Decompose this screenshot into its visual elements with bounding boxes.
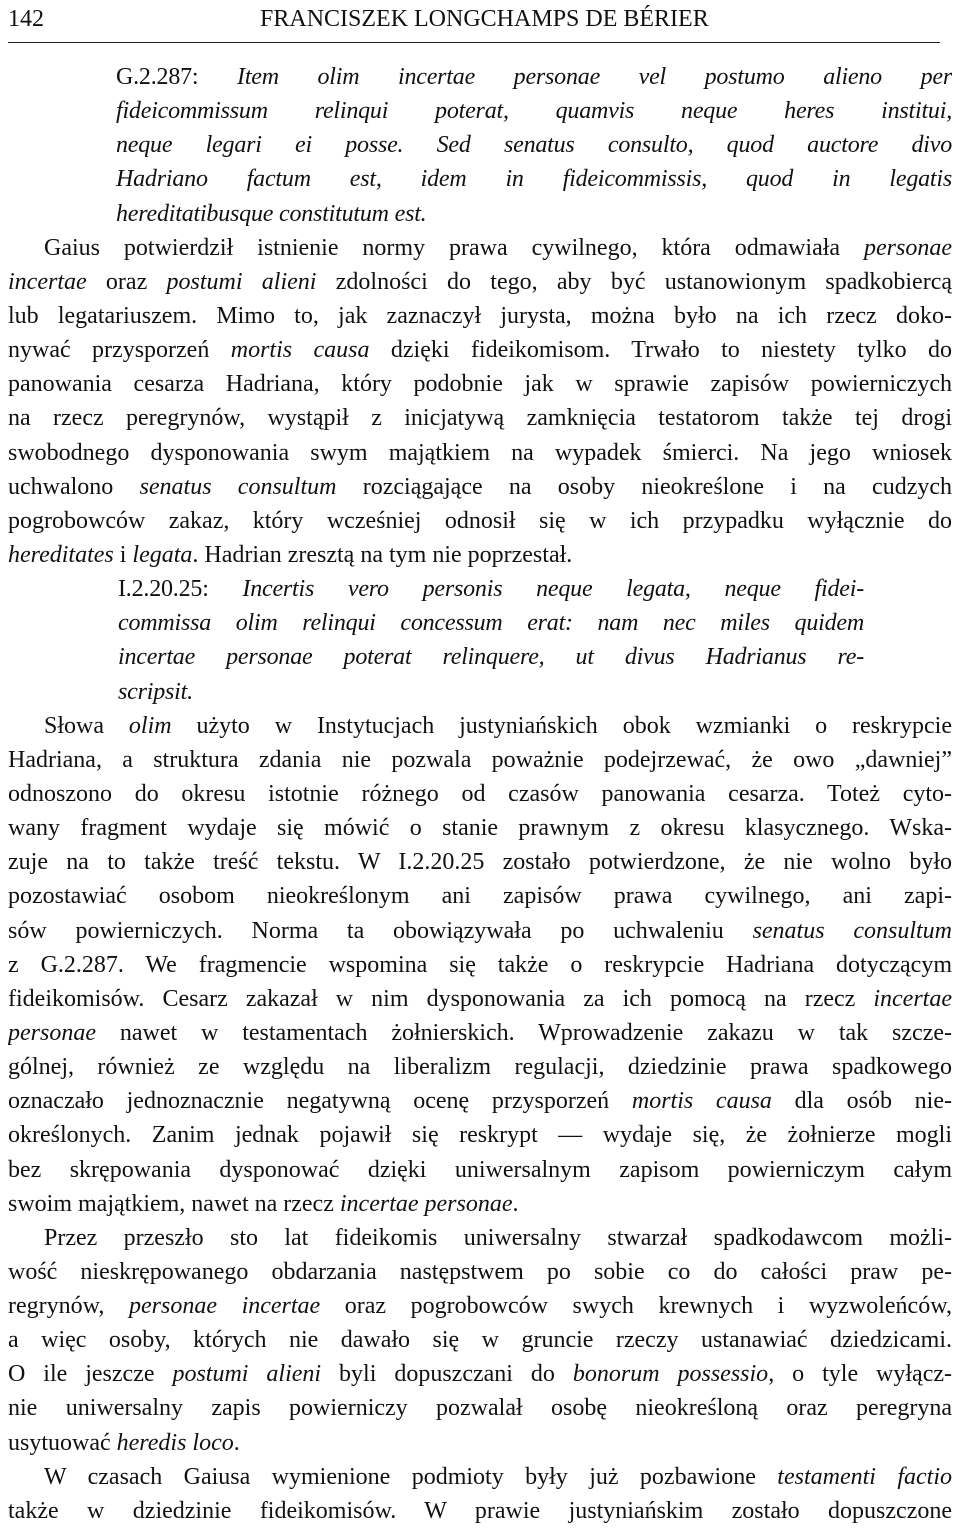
text-run: odnoszono do okresu istotnie różnego od czasów panowania cesarza. Toteż cyto- (8, 780, 952, 807)
text-run: incertae personae (339, 1190, 513, 1217)
text-run: określonych. Zanim jednak pojawił się reskrypt — wydaje się, że żołnierze mogli (8, 1122, 952, 1149)
text-run: I.2.20.25: (118, 576, 243, 603)
text-run: G.2.287: (116, 64, 238, 90)
text-line (8, 367, 952, 401)
text-line (8, 1323, 952, 1357)
text-line (8, 1153, 952, 1187)
running-head: FRANCISZEK LONGCHAMPS DE BÉRIER (260, 6, 709, 32)
text-run: pozostawiać osobom nieokreślonym ani zapisów prawa cywilnego, ani zapi- (8, 883, 952, 910)
text-line (8, 128, 952, 162)
text-line (8, 1084, 952, 1118)
text-run: Hadriana, a struktura zdania nie pozwala poważnie podejrzewać, że owo „dawniej” (8, 746, 952, 773)
text-run: bez skrępowania dysponować dzięki uniwersalnym zapisom powierniczym całym (8, 1156, 952, 1183)
text-run: senatus consultum (139, 473, 337, 500)
quote-institutiones (8, 572, 952, 709)
text-line (8, 1016, 952, 1050)
text-line (8, 743, 952, 777)
paragraph (8, 1221, 952, 1460)
text-run: uchwalono (8, 473, 140, 500)
text-line (8, 1391, 952, 1425)
text-line (8, 1255, 952, 1289)
text-run: , o tyle wyłącz- (768, 1361, 952, 1388)
text-line (8, 1426, 952, 1460)
text-run: sów powierniczych. Norma ta obowiązywała po uchwaleniu (8, 917, 753, 944)
text-run: neque legari ei posse. Sed senatus consulto, quod auctore divo (116, 132, 952, 159)
page-number: 142 (8, 6, 44, 32)
text-run: Słowa (44, 712, 129, 739)
text-run: Gaius potwierdził istnienie normy prawa cywilnego, która odmawiała (44, 234, 865, 261)
text-run: byli dopuszczani do (321, 1361, 573, 1388)
text-line (8, 1221, 952, 1255)
text-run: dzięki fideikomisom. Trwało to niestety tylko do (369, 337, 952, 364)
text-line (8, 675, 952, 709)
text-run: scripsit. (118, 678, 193, 705)
text-line (8, 709, 952, 743)
text-run: nawet w testamentach żołnierskich. Wprowadzenie zakazu w tak szcze- (95, 1019, 952, 1046)
text-run: użyto w Instytucjach justyniańskich obok wzmianki o reskrypcie (171, 712, 952, 739)
text-run: Hadriano factum est, idem in fideicommissis, quod in legatis (116, 166, 952, 193)
text-run: . (233, 1429, 240, 1456)
text-run: incertae (8, 268, 87, 295)
text-run: swobodnego dysponowania swym majątkiem na wypadek śmierci. Na jego wniosek (8, 439, 952, 466)
text-run: olim (128, 712, 172, 739)
text-run: commissa olim relinqui concessum erat: nam nec miles quidem (118, 610, 864, 637)
paragraph (8, 1460, 952, 1528)
text-run: heredis loco (116, 1429, 234, 1456)
text-run: na rzecz peregrynów, wystąpił z inicjatywą zamknięcia testatorom także tej drogi (8, 405, 952, 432)
text-line (8, 1289, 952, 1323)
text-line (8, 504, 952, 538)
text-line (8, 811, 952, 845)
text-run: fideikomisów. Cesarz zakazał w nim dysponowania za ich pomocą na rzecz (8, 985, 874, 1012)
text-run: legata (132, 541, 193, 568)
text-run: . (512, 1190, 519, 1217)
text-run: oznaczało jednoznacznie negatywną ocenę przysporzeń (8, 1088, 632, 1115)
text-line (8, 60, 952, 94)
text-run: bonorum possessio (572, 1361, 769, 1388)
text-line (8, 299, 952, 333)
text-run: lub legatariuszem. Mimo to, jak zaznaczył jurysta, można było na ich rzecz doko- (8, 302, 952, 329)
text-run: mortis causa (631, 1088, 772, 1115)
text-run: Przez przeszło sto lat fideikomis uniwersalny stwarzał spadkodawcom możli- (44, 1224, 952, 1251)
text-run: incertae personae poterat relinquere, ut divus Hadrianus re- (118, 644, 864, 671)
text-line (8, 1494, 952, 1528)
text-run: Incertis vero personis neque legata, neque fidei- (242, 576, 864, 603)
text-run: testamenti factio (777, 1463, 952, 1490)
text-run: panowania cesarza Hadriana, który podobnie jak w sprawie zapisów powierniczych (8, 371, 952, 398)
text-line (8, 606, 952, 640)
text-run: z G.2.287. We fragmencie wspomina się także o reskrypcie Hadriana dotyczącym (8, 951, 952, 978)
paragraph (8, 709, 952, 1221)
text-run: postumi alieni (172, 1361, 322, 1388)
text-line (8, 1187, 952, 1221)
text-run: swoim majątkiem, nawet na rzecz (8, 1190, 340, 1217)
page-header (8, 4, 940, 43)
text-run: zuje na to także treść tekstu. W I.2.20.25 zostało potwierdzone, że nie wolno było (8, 849, 952, 876)
text-run: . Hadrian zresztą na tym nie poprzestał. (192, 541, 573, 568)
text-line (8, 538, 952, 572)
text-line (8, 94, 952, 128)
text-line (8, 1050, 952, 1084)
text-run: oraz (86, 268, 167, 295)
text-line (8, 1357, 952, 1391)
text-run: personae incertae (129, 1293, 321, 1320)
text-run: i (113, 541, 133, 568)
text-line (8, 333, 952, 367)
text-run: nie uniwersalny zapis powierniczy pozwalał osobę nieokreśloną oraz peregryna (8, 1395, 952, 1422)
text-line (8, 640, 952, 674)
text-line (8, 845, 952, 879)
text-line (8, 1460, 952, 1494)
text-run: rozciągające na osoby nieokreślone i na cudzych (336, 473, 952, 500)
text-run: wany fragment wydaje się mówić o stanie prawnym z okresu klasycznego. Wska- (8, 815, 952, 842)
text-line (8, 231, 952, 265)
text-run: incertae (873, 985, 952, 1012)
text-run: fideicommissum relinqui poterat, quamvis neque heres institui, (116, 98, 952, 125)
text-run: hereditatibusque constitutum est. (116, 200, 427, 227)
text-run: gólnej, również ze względu na liberalizm regulacji, dziedzinie prawa spadkowego (8, 1054, 952, 1081)
paragraph (8, 231, 952, 572)
text-run: oraz pogrobowców swych krewnych i wyzwoleńców, (320, 1293, 952, 1320)
text-line (8, 162, 952, 196)
text-run: senatus consultum (752, 917, 952, 944)
text-line (8, 1118, 952, 1152)
text-run: wość nieskrępowanego obdarzania następstwem po sobie co do całości praw pe- (8, 1258, 952, 1285)
text-line (8, 197, 952, 231)
text-line (8, 436, 952, 470)
text-line (8, 982, 952, 1016)
text-line (8, 265, 952, 299)
text-run: hereditates (8, 541, 114, 568)
quote-gaius (8, 60, 952, 231)
text-run: personae (8, 1019, 96, 1046)
text-run: nywać przysporzeń (8, 337, 231, 364)
text-run: mortis causa (230, 337, 370, 364)
body-text (8, 60, 952, 1528)
text-line (8, 879, 952, 913)
text-run: W czasach Gaiusa wymienione podmioty były już pozbawione (44, 1463, 778, 1490)
text-run: pogrobowców zakaz, który wcześniej odnosił się w ich przypadku wyłącznie do (8, 507, 952, 534)
text-run: postumi alieni (166, 268, 317, 295)
text-line (8, 401, 952, 435)
text-run: usytuować (8, 1429, 117, 1456)
text-line (8, 470, 952, 504)
text-line (8, 914, 952, 948)
text-run: Item olim incertae personae vel postumo alieno per (237, 64, 952, 90)
text-run: personae (864, 234, 952, 261)
text-run: O ile jeszcze (8, 1361, 173, 1388)
text-run: regrynów, (8, 1293, 129, 1320)
text-run: zdolności do tego, aby być ustanowionym spadkobiercą (316, 268, 952, 295)
text-run: a więc osoby, których nie dawało się w gruncie rzeczy ustanawiać dziedzicami. (8, 1327, 952, 1354)
text-run: także w dziedzinie fideikomisów. W prawie justyniańskim zostało dopuszczone (8, 1497, 952, 1524)
text-run: dla osób nie- (771, 1088, 952, 1115)
text-line (8, 948, 952, 982)
text-line (8, 777, 952, 811)
text-line (8, 572, 952, 606)
